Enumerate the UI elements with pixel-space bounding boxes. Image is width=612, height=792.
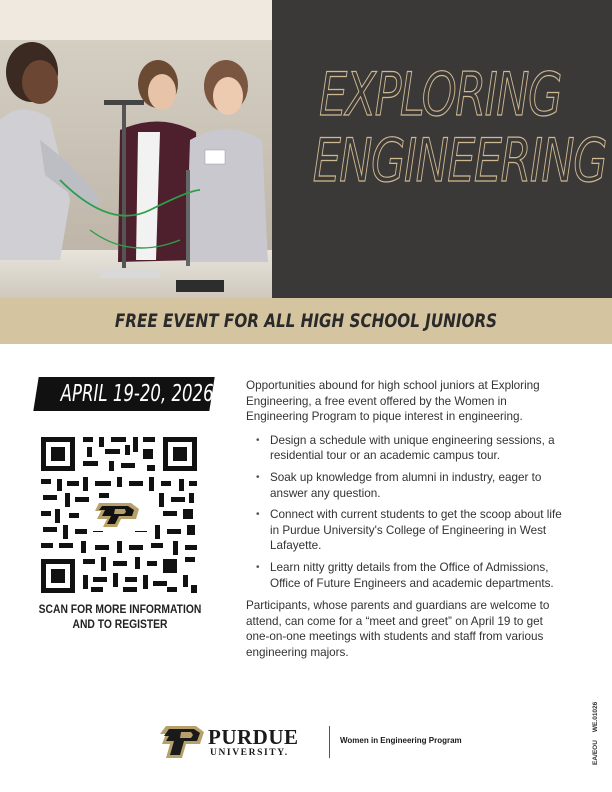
logo-university: UNIVERSITY.: [210, 748, 289, 758]
qr-caption-line-2: AND TO REGISTER: [72, 617, 168, 631]
list-item: • Design a schedule with unique engineering sessions, a residential tour or an academic campus tour.: [256, 433, 566, 464]
qr-caption-line-1: SCAN FOR MORE INFORMATION: [38, 602, 202, 616]
students-photo-illustration: [0, 0, 272, 298]
event-date: APRIL 19-20, 2026: [60, 381, 214, 407]
students-photo: [0, 0, 272, 298]
purdue-logo-lockup: [160, 722, 480, 762]
title-line-1: EXPLORING: [319, 60, 561, 130]
document-code: [592, 702, 599, 765]
code-left: EA/EOU: [592, 740, 599, 765]
benefits-list: [246, 433, 566, 591]
closing-paragraph: Participants, whose parents and guardians are welcome to attend, can come for a “meet and greet” on April 19 to get one-on-one meetings with students and staff from various engineering majors.: [246, 599, 550, 659]
qr-caption: [24, 602, 216, 632]
list-item: • Learn nitty gritty details from the Office of Admissions, Office of Future Engineers and academic departments.: [256, 560, 566, 591]
event-title: [268, 62, 612, 194]
program-name: Women in Engineering Program: [340, 736, 462, 745]
title-line-2: ENGINEERING: [312, 126, 607, 196]
registration-qr-code[interactable]: [39, 435, 199, 595]
list-item: • Soak up knowledge from alumni in industry, eager to answer any question.: [256, 470, 566, 501]
free-event-text: FREE EVENT FOR ALL HIGH SCHOOL JUNIORS: [114, 310, 498, 332]
free-event-banner: [0, 298, 612, 344]
hero-section: [0, 0, 612, 298]
logo-wordmark: PURDUE: [208, 725, 299, 749]
purdue-p-logo-icon: [160, 726, 204, 758]
code-right: WE.01026: [592, 701, 599, 733]
intro-paragraph: Opportunities abound for high school juniors at Exploring Engineering, a free event offered by the Women in Engineering Program to pique interest in engineering.: [246, 379, 540, 424]
list-item: • Connect with current students to get the scoop about life in Purdue University's College of Engineering in West Lafayette.: [256, 507, 566, 554]
logo-divider: [329, 726, 330, 758]
event-description: [246, 378, 566, 661]
